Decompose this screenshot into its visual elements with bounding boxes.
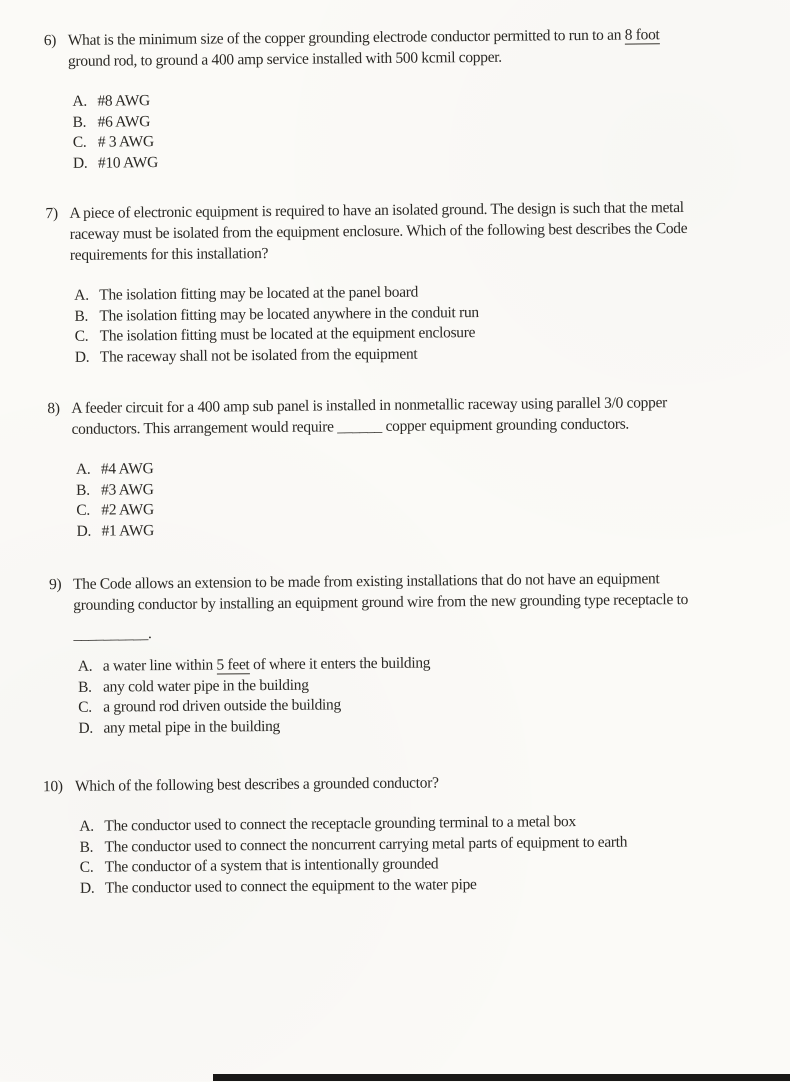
stem-text: ground rod, to ground a 400 amp service installed with 500 kcmil copper.: [67, 48, 502, 70]
question-6: [44, 23, 773, 174]
stem-text: A piece of electronic equipment is required to have an isolated ground. The design is such that the metal: [69, 199, 684, 222]
question-6-options: [44, 85, 773, 174]
option-text: The isolation fitting must be located at the equipment enclosure: [99, 324, 476, 345]
option-text: #3 AWG: [101, 480, 154, 499]
option-text: any metal pipe in the building: [103, 717, 281, 737]
question-7-stem: [45, 196, 774, 266]
option-text: #2 AWG: [101, 501, 154, 519]
scan-edge-artifact: [213, 1074, 790, 1081]
stem-line: [75, 769, 771, 797]
stem-text: The Code allows an extension to be made from existing installations that do not have an equipment: [72, 570, 660, 593]
question-10-stem: [43, 769, 771, 797]
option-letter: C.: [74, 327, 89, 345]
answer-blank: __________.: [73, 625, 152, 643]
option-letter: A.: [72, 92, 87, 110]
option-letter: C.: [72, 133, 87, 151]
stem-text: conductors. This arrangement would require ______ copper equipment grounding conductors.: [71, 415, 630, 438]
underlined-text: 5 feet: [216, 656, 250, 674]
question-7-options: [46, 279, 775, 368]
option-text: The conductor used to connect the equipment to the water pipe: [104, 875, 477, 897]
question-number: 6): [43, 32, 57, 50]
option-letter: C.: [79, 858, 94, 876]
stem-text: A feeder circuit for a 400 amp sub panel is installed in nonmetallic raceway using parallel 3/0 copper: [71, 394, 668, 417]
question-7: [45, 196, 775, 368]
stem-text: requirements for this installation?: [69, 245, 269, 264]
option-letter: B.: [77, 678, 92, 696]
option-letter: A.: [79, 817, 94, 835]
option-letter: B.: [74, 307, 89, 325]
option-letter: D.: [79, 879, 95, 897]
option-letter: A.: [77, 657, 93, 675]
option-text: #10 AWG: [97, 153, 159, 172]
question-8: [47, 391, 776, 542]
option-letter: A.: [75, 460, 91, 478]
question-9-stem: [49, 567, 778, 645]
option-text: The isolation fitting may be located anywhere in the conduit run: [99, 303, 479, 325]
stem-text: Which of the following best describes a grounded conductor?: [74, 774, 439, 795]
option-text: The conductor used to connect the noncurrent carrying metal parts of equipment to earth: [104, 833, 628, 856]
stem-text: grounding conductor by installing an equipment ground wire from the new grounding type receptacle to: [73, 590, 689, 614]
question-8-stem: [47, 391, 775, 440]
option-text: any cold water pipe in the building: [102, 676, 309, 696]
option-text-part: a water line within: [102, 656, 217, 675]
question-10: [43, 769, 772, 899]
option-letter: A.: [74, 286, 89, 304]
option-text: #8 AWG: [97, 92, 150, 110]
stem-lines: [71, 391, 775, 440]
option-text: # 3 AWG: [97, 133, 154, 151]
option-text: a ground rod driven outside the building: [103, 696, 341, 716]
option-letter: B.: [72, 113, 87, 131]
option-letter: B.: [79, 838, 94, 856]
question-number: 8): [47, 400, 60, 418]
stem-lines: [69, 196, 774, 266]
stem-text: raceway must be isolated from the equipment enclosure. Which of the following best describes the Code: [69, 219, 688, 243]
option-text: The raceway shall not be isolated from the equipment: [99, 345, 418, 366]
option-text: The conductor used to connect the receptacle grounding terminal to a metal box: [104, 813, 576, 835]
option-text: #6 AWG: [97, 112, 151, 131]
option-text: #4 AWG: [100, 460, 154, 478]
stem-lines: [75, 769, 771, 797]
question-10-options: [43, 810, 772, 899]
question-number: 9): [48, 576, 62, 594]
question-9-options: [50, 650, 779, 739]
option-letter: C.: [76, 501, 91, 519]
option-letter: C.: [78, 698, 92, 716]
underlined-text: 8 foot: [624, 26, 660, 44]
stem-lines: [73, 567, 778, 645]
option-text-part: of where it enters the building: [249, 654, 431, 674]
stem-lines: [68, 23, 772, 72]
question-6-stem: [44, 23, 772, 72]
option-text: [103, 653, 431, 677]
question-number: 7): [45, 205, 58, 223]
question-9: [49, 567, 779, 739]
question-8-options: [48, 453, 777, 542]
option-letter: D.: [74, 348, 90, 366]
option-text: #1 AWG: [101, 521, 155, 540]
option-letter: B.: [76, 481, 90, 499]
question-number: 10): [42, 778, 63, 796]
option-letter: D.: [72, 154, 88, 172]
option-letter: D.: [76, 522, 92, 540]
option-text: The conductor of a system that is intentionally grounded: [104, 855, 439, 876]
option-text: The isolation fitting may be located at the panel board: [99, 283, 419, 304]
stem-text: What is the minimum size of the copper grounding electrode conductor permitted to run to an: [67, 26, 625, 49]
option-letter: D.: [78, 719, 93, 737]
